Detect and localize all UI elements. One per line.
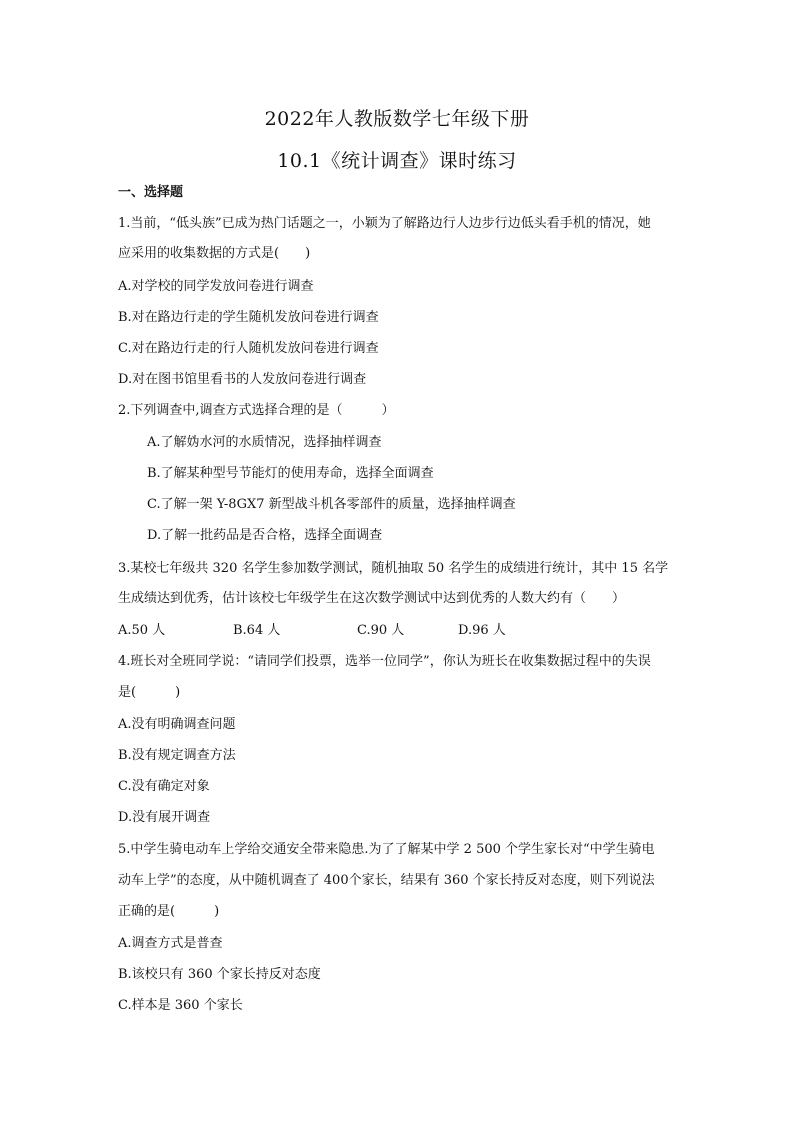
question-1-stem-line-2: 应采用的收集数据的方式是( ) bbox=[118, 246, 311, 261]
question-1-option-a: A.对学校的同学发放问卷进行调查 bbox=[118, 279, 314, 294]
question-5-stem-line-2: 动车上学”的态度，从中随机调查了 400个家长，结果有 360 个家长持反对态度，则下列说法 bbox=[118, 873, 655, 888]
question-4-stem-line-1: 4.班长对全班同学说：“请同学们投票，选举一位同学”，你认为班长在收集数据过程中的失误 bbox=[118, 654, 651, 669]
question-4-stem-line-2: 是( ) bbox=[118, 685, 181, 700]
question-3-option-a: A.50 人 bbox=[118, 623, 166, 638]
question-1-option-b: B.对在路边行走的学生随机发放问卷进行调查 bbox=[118, 310, 379, 325]
question-3-option-d: D.96 人 bbox=[458, 623, 506, 638]
document-title: 2022年人教版数学七年级下册 bbox=[264, 108, 530, 130]
section-heading: 一、选择题 bbox=[118, 185, 184, 200]
question-4-option-b: B.没有规定调查方法 bbox=[118, 748, 236, 763]
question-4-option-c: C.没有确定对象 bbox=[118, 779, 210, 794]
question-5-stem-line-3: 正确的是( ) bbox=[118, 904, 220, 919]
question-5-option-b: B.该校只有 360 个家长持反对态度 bbox=[118, 967, 321, 982]
question-2-option-b: B.了解某种型号节能灯的使用寿命，选择全面调查 bbox=[147, 466, 434, 481]
question-3-stem-line-1: 3.某校七年级共 320 名学生参加数学测试，随机抽取 50 名学生的成绩进行统计，其中 15 名学 bbox=[118, 561, 669, 576]
question-3-stem-line-2: 生成绩达到优秀，估计该校七年级学生在这次数学测试中达到优秀的人数大约有（ ） bbox=[118, 591, 626, 606]
question-2-stem-line-1: 2.下列调查中,调查方式选择合理的是（ ） bbox=[118, 403, 395, 418]
question-2-option-c: C.了解一架 Y-8GX7 新型战斗机各零部件的质量，选择抽样调查 bbox=[147, 497, 516, 512]
question-1-option-c: C.对在路边行走的行人随机发放问卷进行调查 bbox=[118, 341, 379, 356]
question-5-option-a: A.调查方式是普查 bbox=[118, 936, 223, 951]
question-1-option-d: D.对在图书馆里看书的人发放问卷进行调查 bbox=[118, 372, 367, 387]
question-4-option-a: A.没有明确调查问题 bbox=[118, 717, 236, 732]
question-5-option-c: C.样本是 360 个家长 bbox=[118, 998, 243, 1013]
question-3-option-b: B.64 人 bbox=[233, 623, 281, 638]
question-4-option-d: D.没有展开调查 bbox=[118, 810, 211, 825]
question-3-option-c: C.90 人 bbox=[357, 623, 405, 638]
question-2-option-a: A.了解妫水河的水质情况，选择抽样调查 bbox=[147, 435, 382, 450]
question-5-stem-line-1: 5.中学生骑电动车上学给交通安全带来隐患.为了了解某中学 2 500 个学生家长对“中学生骑电 bbox=[118, 842, 655, 857]
question-1-stem-line-1: 1.当前，“低头族”已成为热门话题之一，小颖为了解路边行人边步行边低头看手机的情况，她 bbox=[118, 216, 651, 231]
question-2-option-d: D.了解一批药品是否合格，选择全面调查 bbox=[147, 528, 383, 543]
document-subtitle: 10.1《统计调查》课时练习 bbox=[277, 150, 517, 172]
